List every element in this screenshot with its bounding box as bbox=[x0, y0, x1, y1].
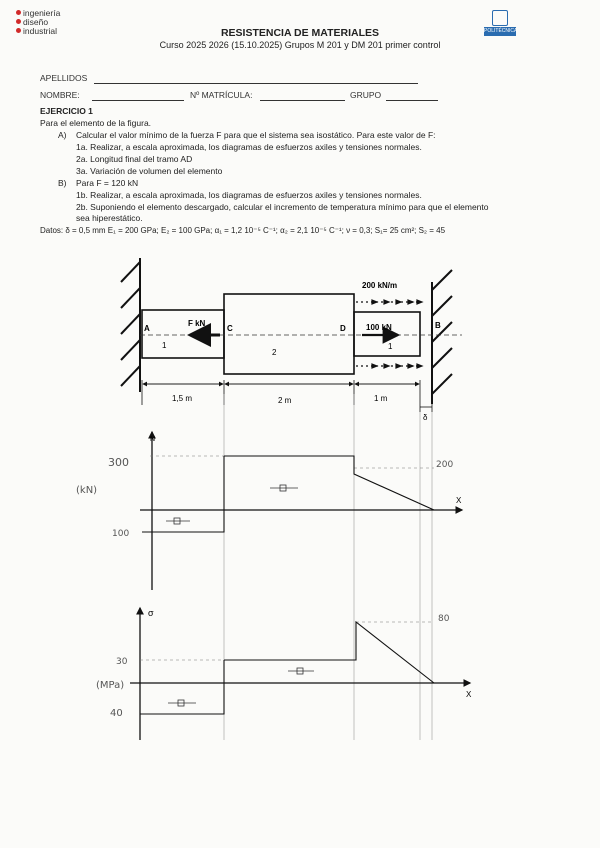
sigma-x-axis-label: X bbox=[466, 690, 472, 699]
gap-delta-label: δ bbox=[423, 413, 428, 422]
sigma-unit-label: (MPa) bbox=[96, 680, 125, 691]
dimension-2-label: 2 m bbox=[278, 396, 292, 405]
page-title: RESISTENCIA DE MATERIALES bbox=[220, 27, 380, 39]
part-b-text: Para F = 120 kN bbox=[76, 178, 139, 188]
part-b2-line2: sea hiperestático. bbox=[76, 213, 143, 223]
distributed-load-bottom bbox=[356, 364, 422, 368]
exercise-intro: Para el elemento de la figura. bbox=[40, 118, 152, 128]
n-tension-symbol bbox=[270, 485, 298, 491]
logo-line-2: diseño bbox=[23, 17, 49, 27]
distributed-load-label: 200 kN/m bbox=[362, 281, 398, 290]
segment-2-label: 2 bbox=[272, 348, 277, 357]
sigma-tension-symbol bbox=[288, 668, 314, 674]
point-a-label: A bbox=[144, 324, 150, 333]
sigma-value-30: 30 bbox=[116, 657, 128, 667]
datos-line: Datos: δ = 0,5 mm E₁ = 200 GPa; E₂ = 100 GPa; α₁ = 1,2 10⁻⁵ C⁻¹; α₂ = 2,1 10⁻⁵ C⁻¹; ν = 0,3; S₁= 25 cm²; S₂ = 45 bbox=[40, 226, 446, 235]
part-b-marker: B) bbox=[58, 178, 67, 188]
sigma-axis-label: σ bbox=[148, 608, 154, 618]
part-a2: 2a. Longitud final del tramo AD bbox=[76, 154, 193, 164]
right-wall bbox=[432, 270, 452, 404]
sigma-value-80: 80 bbox=[438, 614, 450, 624]
reference-lines bbox=[224, 394, 432, 740]
n-axis-label: N bbox=[150, 436, 156, 443]
logo-line-3: industrial bbox=[23, 26, 58, 36]
n-x-axis-label: X bbox=[456, 496, 462, 505]
dimension-1-label: 1,5 m bbox=[172, 394, 193, 403]
grupo-label: GRUPO bbox=[350, 90, 382, 100]
dimension-3-label: 1 m bbox=[374, 394, 388, 403]
point-b-label: B bbox=[435, 321, 441, 330]
nombre-label: NOMBRE: bbox=[40, 90, 80, 100]
point-c-label: C bbox=[227, 324, 233, 333]
matricula-label: Nº MATRÍCULA: bbox=[190, 90, 253, 100]
n-value-300: 300 bbox=[108, 456, 129, 469]
logo-line-1: ingeniería bbox=[23, 8, 61, 18]
force-100-label: 100 kN bbox=[366, 323, 392, 332]
exercise-heading: EJERCICIO 1 bbox=[40, 106, 93, 116]
normal-stress-diagram bbox=[96, 608, 472, 740]
bar-segment-2 bbox=[224, 294, 354, 374]
n-value-200: 200 bbox=[436, 460, 454, 470]
part-a1: 1a. Realizar, a escala aproximada, los diagramas de esfuerzos axiles y tensiones normales. bbox=[76, 142, 422, 152]
logo-band-text: POLITÉCNICA bbox=[484, 28, 518, 34]
sigma-compression-symbol bbox=[168, 700, 196, 706]
n-value-100: 100 bbox=[112, 529, 130, 539]
part-a3: 3a. Variación de volumen del elemento bbox=[76, 166, 223, 176]
apellidos-label: APELLIDOS bbox=[40, 73, 88, 83]
n-tension-segment bbox=[224, 456, 434, 510]
part-b1: 1b. Realizar, a escala aproximada, los diagramas de esfuerzos axiles y tensiones normales. bbox=[76, 190, 422, 200]
point-d-label: D bbox=[340, 324, 346, 333]
page-subtitle: Curso 2025 2026 (15.10.2025) Grupos M 201 y DM 201 primer control bbox=[159, 40, 441, 50]
segment-1-right-label: 1 bbox=[388, 342, 393, 351]
distributed-load-top bbox=[356, 300, 422, 304]
part-a-marker: A) bbox=[58, 130, 67, 140]
part-b2-line1: 2b. Suponiendo el elemento descargado, calcular el incremento de temperatura mínimo para que el elemento bbox=[76, 202, 489, 212]
part-a-text: Calcular el valor mínimo de la fuerza F para que el sistema sea isostático. Para este valor de F: bbox=[76, 130, 436, 140]
sigma-compression-segment bbox=[140, 683, 224, 714]
segment-1-left-label: 1 bbox=[162, 341, 167, 350]
axial-force-diagram bbox=[76, 432, 462, 590]
sigma-tension-segment bbox=[224, 622, 434, 683]
sigma-value-40: 40 bbox=[110, 708, 123, 719]
n-unit-label: (kN) bbox=[76, 485, 98, 496]
left-wall bbox=[121, 258, 140, 392]
n-compression-symbol bbox=[166, 518, 190, 524]
force-f-label: F kN bbox=[188, 319, 206, 328]
